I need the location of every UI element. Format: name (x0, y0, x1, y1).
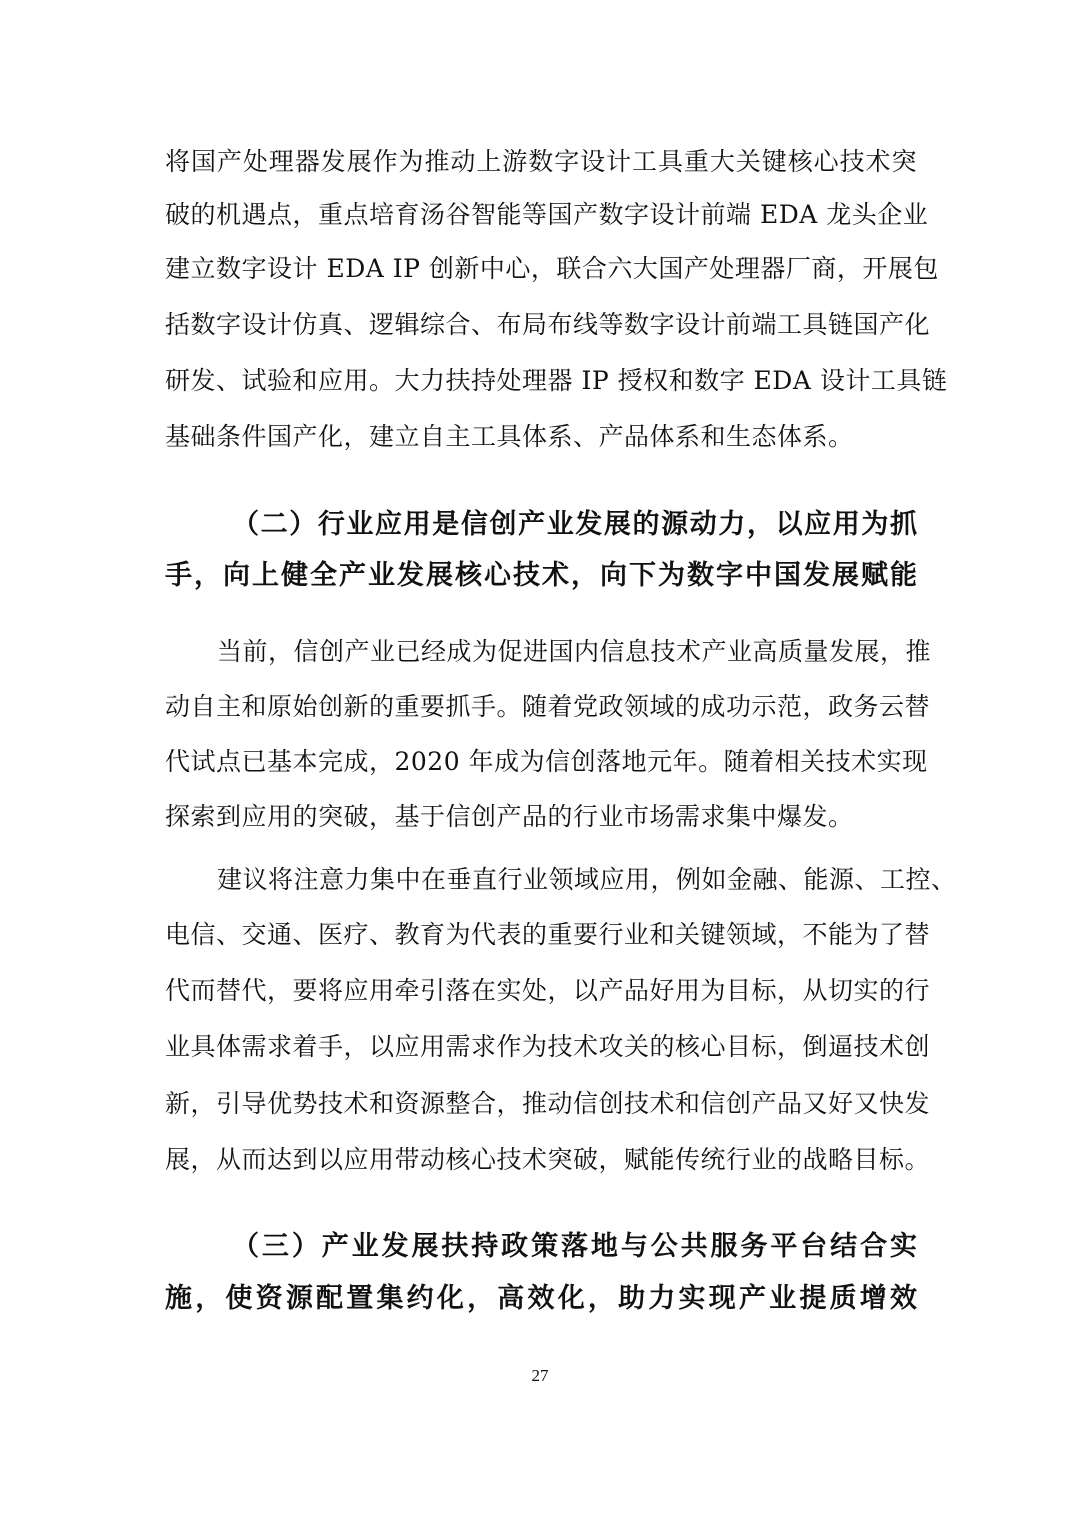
paragraph-3-line: 业具体需求着手，以应用需求作为技术攻关的核心目标，倒逼技术创 (165, 1032, 931, 1061)
paragraph-1-line: 基础条件国产化，建立自主工具体系、产品体系和生态体系。 (165, 422, 854, 451)
paragraph-2-line: 代试点已基本完成，2020 年成为信创落地元年。随着相关技术实现 (165, 747, 928, 776)
paragraph-1-line: 将国产处理器发展作为推动上游数字设计工具重大关键核心技术突 (165, 147, 917, 176)
paragraph-1-line: 破的机遇点，重点培育汤谷智能等国产数字设计前端 EDA 龙头企业 (165, 200, 929, 229)
paragraph-2-line: 探索到应用的突破，基于信创产品的行业市场需求集中爆发。 (165, 802, 854, 831)
paragraph-1-line: 研发、试验和应用。大力扶持处理器 IP 授权和数字 EDA 设计工具链 (165, 366, 948, 395)
paragraph-2-line: 动自主和原始创新的重要抓手。随着党政领域的成功示范，政务云替 (165, 692, 931, 721)
section-heading-3: 施，使资源配置集约化，高效化，助力实现产业提质增效 (165, 1283, 917, 1314)
paragraph-3-line: 代而替代，要将应用牵引落在实处，以产品好用为目标，从切实的行 (165, 976, 931, 1005)
page-number: 27 (531, 1366, 549, 1385)
paragraph-1-line: 括数字设计仿真、逻辑综合、布局布线等数字设计前端工具链国产化 (165, 310, 931, 339)
paragraph-3-line: 电信、交通、医疗、教育为代表的重要行业和关键领域，不能为了替 (165, 920, 931, 949)
paragraph-3-line: 展，从而达到以应用带动核心技术突破，赋能传统行业的战略目标。 (165, 1145, 931, 1174)
paragraph-1-line: 建立数字设计 EDA IP 创新中心，联合六大国产处理器厂商，开展包 (165, 254, 939, 283)
section-heading-3: （三）产业发展扶持政策落地与公共服务平台结合实 (232, 1231, 917, 1262)
section-heading-2: 手，向上健全产业发展核心技术，向下为数字中国发展赋能 (165, 560, 917, 591)
paragraph-2-line: 当前，信创产业已经成为促进国内信息技术产业高质量发展，推 (217, 637, 932, 666)
paragraph-3-line: 新，引导优势技术和资源整合，推动信创技术和信创产品又好又快发 (165, 1089, 931, 1118)
paragraph-3-line: 建议将注意力集中在垂直行业领域应用，例如金融、能源、工控、 (217, 865, 957, 894)
section-heading-2: （二）行业应用是信创产业发展的源动力，以应用为抓 (232, 509, 917, 540)
